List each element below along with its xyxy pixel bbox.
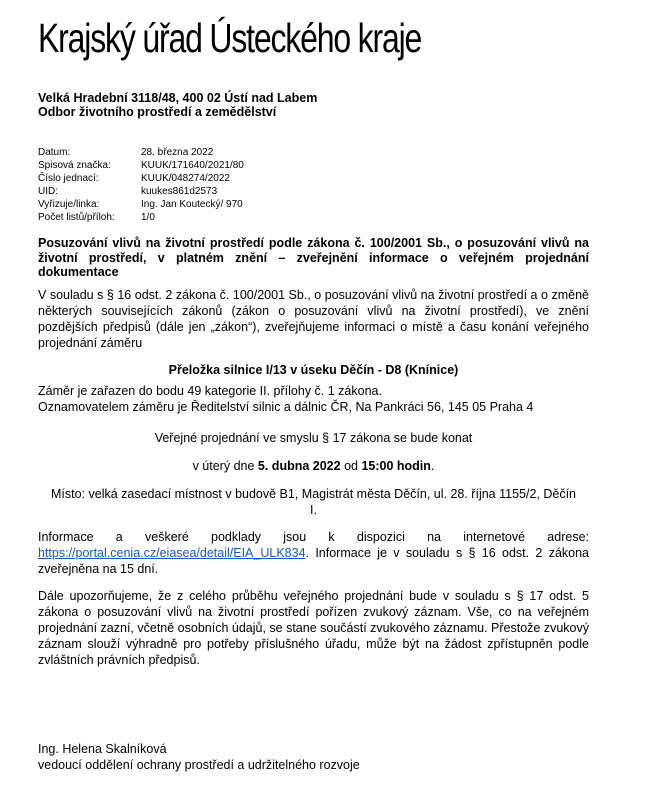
meta-value: Ing. Jan Koutecký/ 970 bbox=[141, 199, 243, 210]
document-subject: Posuzování vlivů na životní prostředí podle zákona č. 100/2001 Sb., o posuzování vlivů na životní prostředí, v platném znění – zveřejnění informace o veřejném projednání dokumentace bbox=[38, 236, 589, 279]
hearing-line: Veřejné projednání ve smyslu § 17 zákona se bude konat bbox=[154, 431, 473, 445]
notifier-line: Oznamovatelem záměru je Ředitelství silnic a dálnic ČR, Na Pankráci 56, 145 05 Praha 4 bbox=[38, 400, 534, 414]
meta-row-date bbox=[38, 146, 244, 159]
meta-row-reference-number bbox=[38, 172, 244, 185]
hearing-date-line bbox=[38, 458, 589, 474]
meta-row-sheet-count bbox=[38, 211, 244, 224]
intro-paragraph: V souladu s § 16 odst. 2 zákona č. 100/2001 Sb., o posuzování vlivů na životní prostředí a o změně některých souvisejících zákonů (zákon o posuzování vlivů na životní prostředí), ve znění pozdějších předpisů (dále jen „zákon“), zveřejňujeme informaci o místě a času konání veřejného projednání záměru bbox=[38, 288, 589, 350]
meta-row-uid bbox=[38, 185, 244, 198]
meta-label: UID: bbox=[38, 186, 58, 197]
meta-row-handler bbox=[38, 198, 244, 211]
meta-label: Počet listů/příloh: bbox=[38, 212, 115, 223]
project-title: Přeložka silnice I/13 v úseku Děčín - D8 (Knínice) bbox=[168, 363, 459, 377]
hearing-date: 5. dubna 2022 bbox=[257, 459, 341, 473]
recording-note: Dále upozorňujeme, že z celého průběhu veřejného projednání bude v souladu s § 17 odst. 5 zákona o posuzování vlivů na životní prostředí pořízen zvukový záznam. Vše, co na veřejném projednání zazní, včetně osobních údajů, se stane součástí zvukového záznamu. Přestože zvukový záznam slouží výhradně pro potřeby příslušného úřadu, může být na žádost zpřístupněn podle zvláštních právních předpisů. bbox=[38, 589, 590, 667]
meta-value: kuukes861d2573 bbox=[141, 186, 218, 197]
info-suffix: . Informace je v souladu s § 16 odst. 2 zákona zveřejněna na 15 dní. bbox=[38, 546, 589, 576]
office-address bbox=[38, 91, 317, 119]
address-line: Velká Hradební 3118/48, 400 02 Ústí nad Labem bbox=[38, 91, 318, 105]
date-mid: od bbox=[340, 459, 362, 473]
meta-label: Vyřizuje/linka: bbox=[38, 199, 100, 210]
date-prefix: v úterý dne bbox=[192, 459, 258, 473]
signature-block bbox=[38, 741, 360, 773]
meta-label: Číslo jednací: bbox=[38, 173, 99, 184]
office-title: Krajský úřad Ústeckého kraje bbox=[38, 15, 422, 61]
signatory-name: Ing. Helena Skalníková bbox=[38, 742, 167, 756]
hearing-time: 15:00 hodin bbox=[361, 459, 431, 473]
department-line: Odbor životního prostředí a zemědělství bbox=[38, 105, 277, 119]
portal-link[interactable]: https://portal.cenia.cz/eiasea/detail/EIA_ULK834 bbox=[38, 546, 306, 560]
document-metadata bbox=[38, 146, 244, 224]
meta-label: Datum: bbox=[38, 147, 71, 158]
meta-value: KUUK/048274/2022 bbox=[141, 173, 230, 184]
signatory-role: vedoucí oddělení ochrany prostředí a udržitelného rozvoje bbox=[38, 758, 360, 772]
meta-value: 1/0 bbox=[141, 212, 155, 223]
category-line: Záměr je zařazen do bodu 49 kategorie II. přílohy č. 1 zákona. bbox=[38, 384, 382, 398]
hearing-place: Místo: velká zasedací místnost v budově B1, Magistrát města Děčín, ul. 28. října 1155/2, Děčín I. bbox=[50, 487, 577, 517]
meta-label: Spisová značka: bbox=[38, 160, 111, 171]
meta-value: KUUK/171640/2021/80 bbox=[141, 160, 244, 171]
meta-row-file-mark bbox=[38, 159, 244, 172]
date-suffix: . bbox=[430, 459, 435, 473]
meta-value: 28. března 2022 bbox=[141, 147, 214, 158]
project-info bbox=[38, 383, 589, 415]
info-paragraph bbox=[38, 529, 589, 577]
info-prefix: Informace a veškeré podklady jsou k dispozici na internetové adrese: bbox=[38, 530, 589, 544]
